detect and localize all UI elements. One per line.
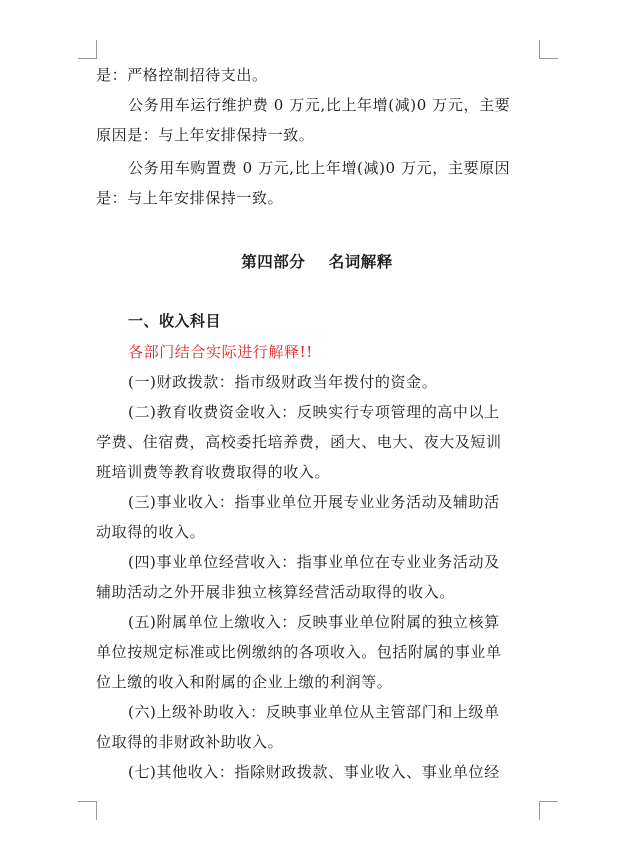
text-line: 位取得的非财政补助收入。 bbox=[96, 733, 284, 751]
text-line: (四)事业单位经营收入：指事业单位在专业业务活动及 bbox=[128, 553, 500, 571]
text-line: 原因是：与上年安排保持一致。 bbox=[96, 126, 315, 144]
section-block bbox=[96, 306, 540, 787]
corner-mark-top-right bbox=[539, 40, 558, 59]
text-line: 位上缴的收入和附属的企业上缴的利润等。 bbox=[96, 673, 393, 691]
top-text-block bbox=[96, 60, 540, 213]
text-line: (三)事业收入：指事业单位开展专业业务活动及辅助活 bbox=[128, 493, 500, 511]
text-line: (六)上级补助收入：反映事业单位从主管部门和上级单 bbox=[128, 703, 500, 721]
red-note: 各部门结合实际进行解释!! bbox=[128, 343, 313, 361]
text-line: (一)财政拨款：指市级财政当年拨付的资金。 bbox=[128, 373, 438, 391]
text-line: 辅助活动之外开展非独立核算经营活动取得的收入。 bbox=[96, 583, 455, 601]
text-line: 公务用车购置费 0 万元,比上年增(减)0 万元，主要原因 bbox=[128, 159, 511, 177]
corner-mark-top-left bbox=[78, 40, 97, 59]
text-line: 班培训费等教育收费取得的收入。 bbox=[96, 463, 331, 481]
section-title: 一、收入科目 bbox=[128, 312, 222, 330]
part-heading: 第四部分 名词解释 bbox=[241, 253, 393, 271]
text-line: 动取得的收入。 bbox=[96, 523, 206, 541]
text-line: (二)教育收费资金收入：反映实行专项管理的高中以上 bbox=[128, 403, 500, 421]
text-line: 单位按规定标准或比例缴纳的各项收入。包括附属的事业单 bbox=[96, 643, 502, 661]
text-line: 是：严格控制招待支出。 bbox=[96, 66, 268, 84]
corner-mark-bottom-left bbox=[78, 801, 97, 820]
text-line: 学费、住宿费，高校委托培养费，函大、电大、夜大及短训 bbox=[96, 433, 502, 451]
text-line: (五)附属单位上缴收入：反映事业单位附属的独立核算 bbox=[128, 613, 500, 631]
text-line: 公务用车运行维护费 0 万元,比上年增(减)0 万元，主要 bbox=[128, 96, 511, 114]
corner-mark-bottom-right bbox=[539, 801, 558, 820]
text-line: (七)其他收入：指除财政拨款、事业收入、事业单位经 bbox=[128, 763, 500, 781]
text-line: 是：与上年安排保持一致。 bbox=[96, 189, 284, 207]
